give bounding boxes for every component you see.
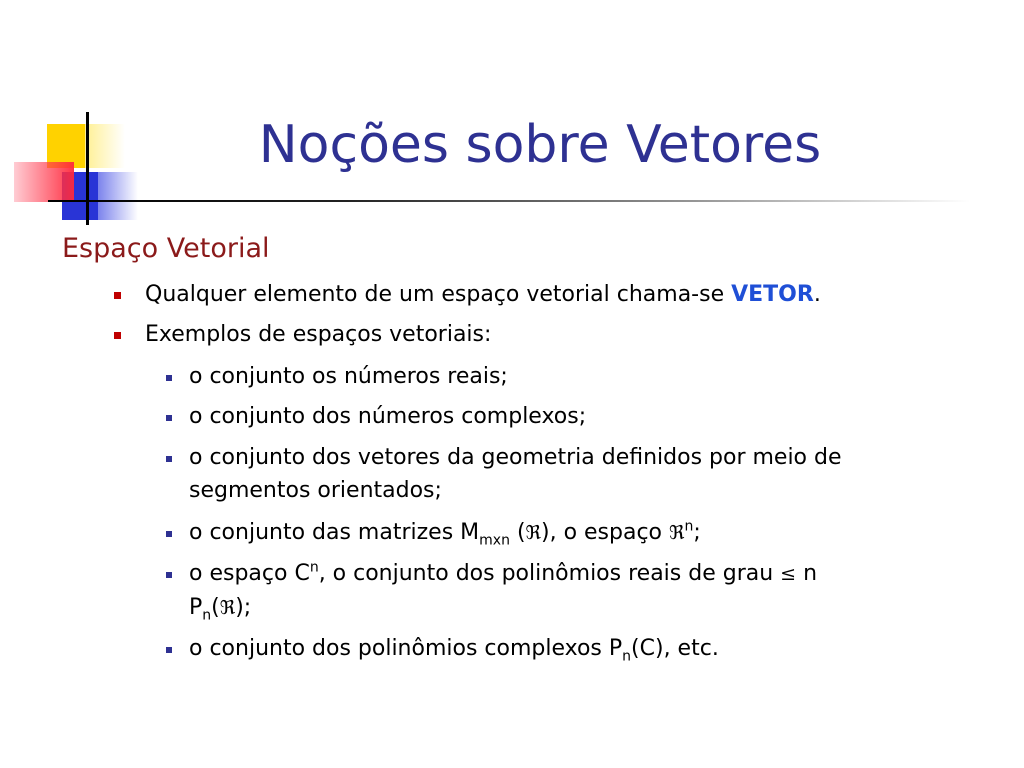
square-bullet-icon (166, 456, 172, 462)
vetor-highlight: VETOR (731, 282, 814, 307)
text-part: ( (211, 595, 220, 620)
yellow-glow-shape (85, 124, 125, 168)
bullet-item (145, 318, 965, 351)
item-text: o conjunto dos números complexos; (189, 404, 587, 429)
superscript: n (309, 559, 319, 576)
vertical-rule (86, 112, 89, 225)
square-bullet-icon (166, 531, 172, 537)
subscript: mxn (479, 532, 510, 549)
text-part: ), o espaço (541, 520, 670, 545)
text-part: o conjunto das matrizes M (189, 520, 480, 545)
red-square (14, 162, 74, 202)
text-part: o conjunto dos polinômios complexos P (189, 636, 623, 661)
title-underline (80, 200, 970, 202)
text-part: P (189, 595, 203, 620)
sub-bullet-item (189, 360, 959, 393)
item-suffix: . (813, 282, 821, 307)
text-part: , o conjunto dos polinômios reais de grau (318, 561, 781, 586)
sub-bullet-item (189, 441, 959, 507)
sub-bullet-item (189, 632, 959, 665)
item-text: Exemplos de espaços vetoriais: (145, 322, 492, 347)
text-part: ( (509, 520, 526, 545)
section-heading: Espaço Vetorial (62, 233, 270, 264)
item-text: o conjunto dos vetores da geometria definidos por meio de segmentos orientados; (189, 445, 842, 503)
subscript: n (202, 607, 212, 624)
text-part: (C), etc. (631, 636, 719, 661)
blue-glow-shape (98, 172, 138, 220)
item-text: Qualquer elemento de um espaço vetorial chama-se (145, 282, 732, 307)
real-numbers-symbol: ℜ (669, 522, 685, 544)
slide-title: Noções sobre Vetores (258, 115, 822, 175)
sub-bullet-item (189, 400, 959, 433)
text-part: o espaço C (189, 561, 310, 586)
square-bullet-icon (166, 375, 172, 381)
less-equal-symbol: ≤ (780, 563, 797, 585)
decorative-squares (0, 0, 140, 240)
square-bullet-icon (114, 332, 121, 339)
text-part: n (796, 561, 818, 586)
subscript: n (622, 648, 632, 665)
item-text: o conjunto os números reais; (189, 364, 508, 389)
sub-bullet-item (189, 516, 959, 550)
sub-bullet-item (189, 557, 959, 625)
text-part: ); (235, 595, 252, 620)
square-bullet-icon (166, 415, 172, 421)
bullet-item (145, 278, 965, 311)
text-part: ; (693, 520, 701, 545)
real-numbers-symbol: ℜ (219, 597, 236, 619)
square-bullet-icon (114, 292, 121, 299)
superscript: n (684, 518, 694, 535)
square-bullet-icon (166, 647, 172, 653)
square-bullet-icon (166, 572, 172, 578)
real-numbers-symbol: ℜ (525, 522, 541, 544)
